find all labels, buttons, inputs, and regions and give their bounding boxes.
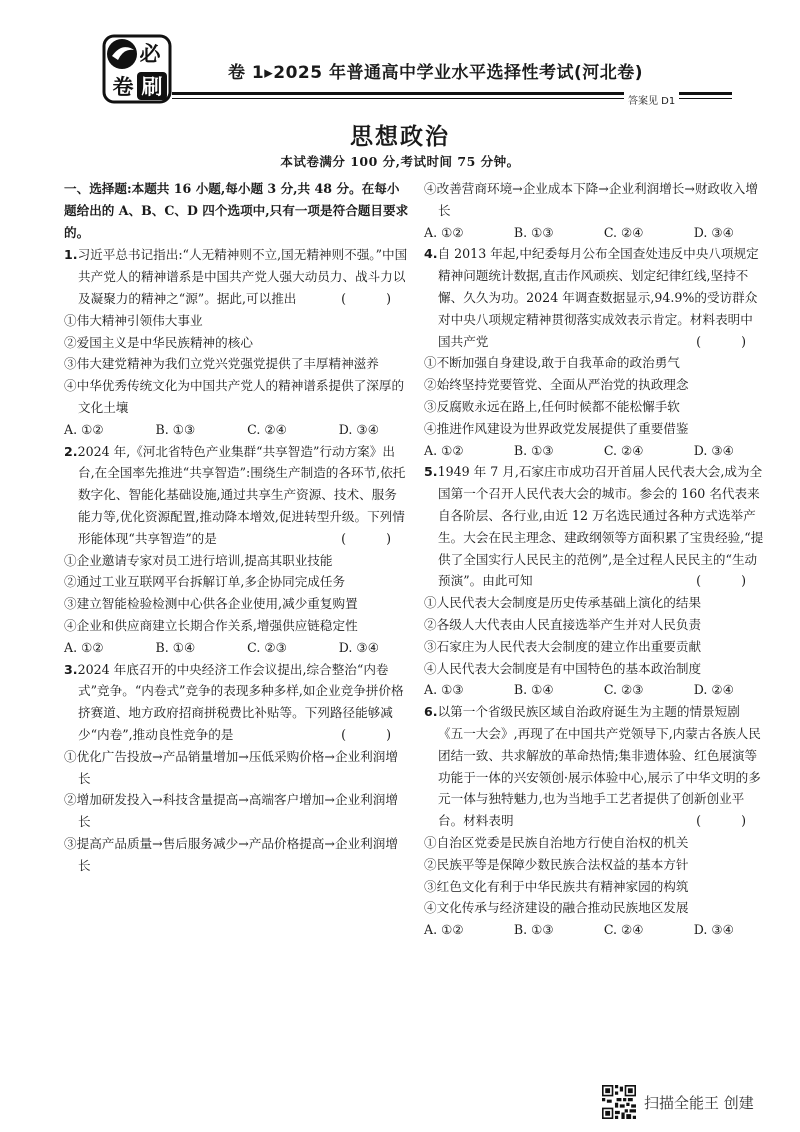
answer-bracket: ( )	[696, 333, 764, 349]
option-1: ①伟大精神引领伟大事业	[64, 312, 203, 328]
question-stem: 2024 年,《河北省特色产业集群“共享智造”行动方案》出台,在全国率先推进“共享智造”:围绕生产制造的各环节,依托数字化、智能化基础设施,通过共享生产资源、技术、服务能力等,优化资源配置,推动降本增效,促进转型升级。下列情形能体现“共享智造”的是	[77, 443, 406, 546]
choice-d[interactable]: D. ③④	[693, 922, 734, 938]
svg-text:刷: 刷	[141, 75, 163, 99]
exam-info: 本试卷满分 100 分,考试时间 75 分钟。	[280, 154, 520, 169]
option-4: ④人民代表大会制度是有中国特色的基本政治制度	[424, 660, 702, 676]
answer-choices	[64, 637, 409, 659]
choice-c[interactable]: C. ②③	[247, 639, 287, 655]
option-2: ②爱国主义是中华民族精神的核心	[64, 334, 253, 350]
choice-a[interactable]: A. ①②	[424, 442, 464, 458]
choice-b[interactable]: B. ①③	[513, 922, 554, 938]
subject-title: 思想政治	[350, 124, 450, 150]
choice-a[interactable]: A. ①③	[424, 682, 464, 698]
answer-bracket: ( )	[696, 813, 764, 829]
question-stem: 自 2013 年起,中纪委每月公布全国查处违反中央八项规定精神问题统计数据,直击作风顽疾、划定纪律红线,坚持不懈、久久为功。2024 年调查数据显示,94.9%的受访群众对中央八项规定精神贯彻落实成效表示肯定。材料表明中国共产党	[437, 246, 759, 349]
option-3: ③伟大建党精神为我们立党兴党强党提供了丰厚精神滋养	[64, 356, 379, 372]
question-4	[424, 243, 764, 461]
option-1: ①企业邀请专家对员工进行培训,提高其职业技能	[64, 552, 333, 568]
choice-b[interactable]: B. ①④	[513, 682, 554, 698]
answer-choices	[424, 919, 764, 941]
answer-choices	[64, 419, 409, 441]
section-intro: 一、选择题:本题共 16 小题,每小题 3 分,共 48 分。在每小题给出的 A、B、C、D 四个选项中,只有一项是符合题目要求的。	[64, 181, 409, 240]
question-stem: 习近平总书记指出:“人无精神则不立,国无精神则不强。”中国共产党人的精神谱系是中国共产党人强大动员力、战斗力以及凝聚力的精神之“源”。据此,可以推出	[77, 247, 408, 306]
option-3: ③红色文化有利于中华民族共有精神家园的构筑	[424, 878, 689, 894]
answer-choices	[424, 440, 764, 462]
answer-reference: 答案见 D1	[624, 92, 679, 107]
option-4: ④推进作风建设为世界政党发展提供了重要借鉴	[424, 420, 689, 436]
choice-a[interactable]: A. ①②	[424, 922, 464, 938]
question-number: 2.	[64, 443, 78, 459]
option-2: ②通过工业互联网平台拆解订单,多企协同完成任务	[64, 574, 346, 590]
choice-d[interactable]: D. ③④	[693, 224, 734, 240]
option-2: ②各级人大代表由人民直接选举产生并对人民负责	[424, 616, 702, 632]
choice-b[interactable]: B. ①④	[155, 639, 196, 655]
answer-bracket: ( )	[696, 573, 764, 589]
svg-text:卷: 卷	[112, 75, 134, 99]
option-3: ③石家庄为人民代表大会制度的建立作出重要贡献	[424, 638, 702, 654]
scanner-footer	[602, 1082, 754, 1122]
option-1: ①自治区党委是民族自治地方行使自治权的机关	[424, 834, 689, 850]
question-number: 6.	[424, 704, 438, 720]
option-4: ④文化传承与经济建设的融合推动民族地区发展	[424, 900, 689, 916]
choice-b[interactable]: B. ①③	[513, 442, 554, 458]
choice-b[interactable]: B. ①③	[513, 224, 554, 240]
choice-d[interactable]: D. ②④	[693, 682, 734, 698]
question-stem: 1949 年 7 月,石家庄市成功召开首届人民代表大会,成为全国第一个召开人民代表大会的城市。参会的 160 名代表来自各阶层、各行业,由近 12 万名选民通过各种方式选举产生。大会在民主理念、建政纲领等方面积累了宝贵经验,“提供了全国实行人民民主的范例”,是全过程人民民主的“生动预演”。由此可知	[437, 464, 764, 589]
answer-bracket: ( )	[341, 530, 409, 546]
brand-logo	[102, 34, 172, 104]
option-3: ③反腐败永远在路上,任何时候都不能松懈手软	[424, 398, 680, 414]
question-number: 3.	[64, 661, 78, 677]
question-number: 1.	[64, 247, 78, 263]
choice-a[interactable]: A. ①②	[64, 639, 104, 655]
option-4: ④改善营商环境→企业成本下降→企业利润增长→财政收入增长	[424, 181, 758, 218]
choice-c[interactable]: C. ②④	[603, 442, 644, 458]
exam-title: 卷 1▸2025 年普通高中学业水平选择性考试(河北卷)	[228, 63, 644, 83]
choice-a[interactable]: A. ①②	[64, 421, 104, 437]
left-column	[64, 178, 409, 877]
choice-d[interactable]: D. ③④	[338, 639, 379, 655]
option-2: ②增加研发投入→科技含量提高→高端客户增加→企业利润增长	[64, 792, 398, 830]
question-6	[424, 701, 764, 941]
answer-choices	[424, 679, 764, 701]
choice-d[interactable]: D. ③④	[338, 421, 379, 437]
answer-choices	[424, 222, 764, 244]
option-4: ④企业和供应商建立长期合作关系,增强供应链稳定性	[64, 617, 358, 633]
option-3: ③提高产品质量→售后服务减少→产品价格提高→企业利润增长	[64, 835, 398, 873]
option-1: ①不断加强自身建设,敢于自我革命的政治勇气	[424, 355, 680, 371]
right-column	[424, 178, 764, 941]
option-3: ③建立智能检验检测中心供各企业使用,减少重复购置	[64, 596, 358, 612]
answer-bracket: ( )	[341, 290, 409, 306]
option-1: ①优化广告投放→产品销量增加→压低采购价格→企业利润增长	[64, 748, 398, 786]
question-3-continued	[424, 178, 764, 243]
option-2: ②民族平等是保障少数民族合法权益的基本方针	[424, 856, 689, 872]
choice-a[interactable]: A. ①②	[424, 224, 464, 240]
question-number: 4.	[424, 246, 438, 262]
question-3	[64, 659, 409, 877]
qr-code-icon[interactable]	[602, 1085, 636, 1119]
choice-c[interactable]: C. ②③	[603, 682, 644, 698]
footer-label: 扫描全能王 创建	[644, 1093, 754, 1112]
question-5	[424, 461, 764, 701]
option-2: ②始终坚持党要管党、全面从严治党的执政理念	[424, 377, 689, 393]
question-2	[64, 441, 409, 659]
choice-d[interactable]: D. ③④	[693, 442, 734, 458]
choice-c[interactable]: C. ②④	[603, 922, 644, 938]
question-number: 5.	[424, 464, 438, 480]
option-1: ①人民代表大会制度是历史传承基础上演化的结果	[424, 595, 702, 611]
choice-c[interactable]: C. ②④	[603, 224, 644, 240]
svg-text:必: 必	[139, 42, 161, 66]
option-4: ④中华优秀传统文化为中国共产党人的精神谱系提供了深厚的文化土壤	[64, 378, 405, 415]
choice-c[interactable]: C. ②④	[247, 421, 287, 437]
page-header	[0, 0, 800, 110]
question-stem: 2024 年底召开的中央经济工作会议提出,综合整治“内卷式”竞争。“内卷式”竞争的表现多种多样,如企业竞争拼价格挤赛道、地方政府招商拼税费比补贴等。下列路径能够减少“内卷”,推动良性竞争的是	[77, 661, 404, 742]
question-stem: 以第一个省级民族区域自治政府诞生为主题的情景短剧《五一大会》,再现了在中国共产党领导下,内蒙古各族人民团结一致、共求解放的革命热情;集非遗体验、红色展演等功能于一体的兴安领创·展示体验中心,展示了中华文明的多元一体与独特魅力,也为当地手工艺者提供了创新创业平台。材料表明	[437, 704, 761, 829]
choice-b[interactable]: B. ①③	[155, 421, 196, 437]
answer-bracket: ( )	[341, 726, 409, 742]
question-1	[64, 244, 409, 440]
